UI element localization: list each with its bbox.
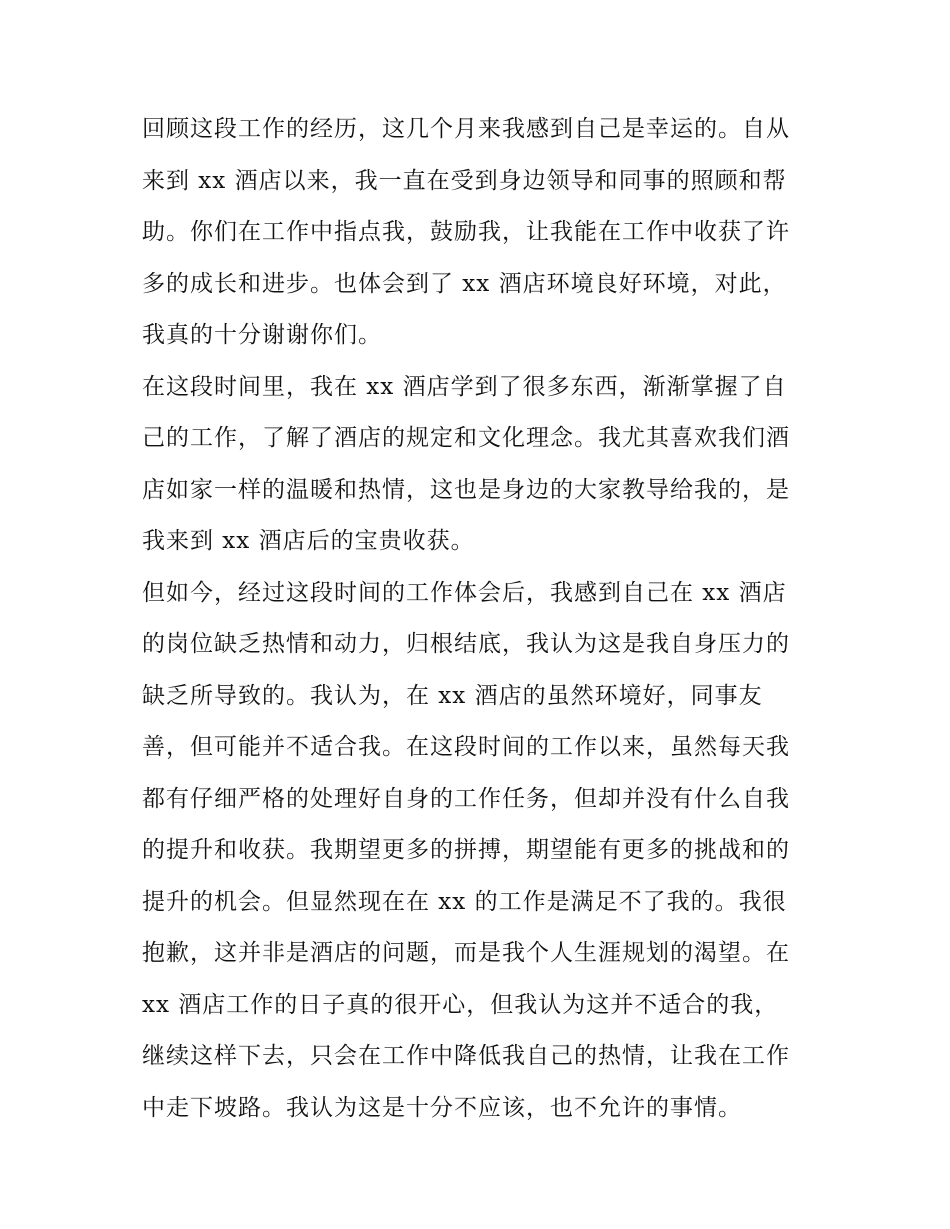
text-line: 助。你们在工作中指点我，鼓励我，让我能在工作中收获了许	[142, 219, 790, 245]
text-line: 抱歉，这并非是酒店的问题，而是我个人生涯规划的渴望。在	[142, 940, 790, 966]
paragraph-1	[142, 104, 822, 362]
text-line: 多的成长和进步。也体会到了 xx 酒店环境良好环境，对此，	[142, 270, 787, 297]
text-line: 善，但可能并不适合我。在这段时间的工作以来，虽然每天我	[142, 734, 790, 760]
text-line: 己的工作，了解了酒店的规定和文化理念。我尤其喜欢我们酒	[142, 425, 790, 451]
text-line: 店如家一样的温暖和热情，这也是身边的大家教导给我的，是	[142, 476, 790, 503]
text-line: 中走下坡路。我认为这是十分不应该，也不允许的事情。	[142, 1094, 742, 1121]
text-line: 但如今，经过这段时间的工作体会后，我感到自己在 xx 酒店	[142, 579, 787, 606]
text-line: 提升的机会。但显然现在在 xx 的工作是满足不了我的。我很	[142, 888, 787, 915]
text-line: 我来到 xx 酒店后的宝贵收获。	[142, 528, 475, 554]
text-line: 回顾这段工作的经历，这几个月来我感到自己是幸运的。自从	[142, 116, 790, 142]
text-line: 来到 xx 酒店以来，我一直在受到身边领导和同事的照顾和帮	[142, 167, 787, 194]
text-line: 继续这样下去，只会在工作中降低我自己的热情，让我在工作	[142, 1043, 790, 1069]
text-line: 缺乏所导致的。我认为，在 xx 酒店的虽然环境好，同事友	[142, 682, 763, 709]
text-line: 的提升和收获。我期望更多的拼搏，期望能有更多的挑战和的	[142, 837, 790, 863]
paragraph-2	[142, 362, 822, 568]
document-body	[142, 104, 822, 1134]
paragraph-3	[142, 568, 822, 1135]
text-line: 在这段时间里，我在 xx 酒店学到了很多东西，渐渐掌握了自	[142, 373, 787, 400]
text-line: 我真的十分谢谢你们。	[142, 322, 382, 348]
text-line: 都有仔细严格的处理好自身的工作任务，但却并没有什么自我	[142, 785, 790, 812]
text-line: 的岗位缺乏热情和动力，归根结底，我认为这是我自身压力的	[142, 631, 790, 657]
text-line: xx 酒店工作的日子真的很开心，但我认为这并不适合的我，	[142, 991, 779, 1018]
